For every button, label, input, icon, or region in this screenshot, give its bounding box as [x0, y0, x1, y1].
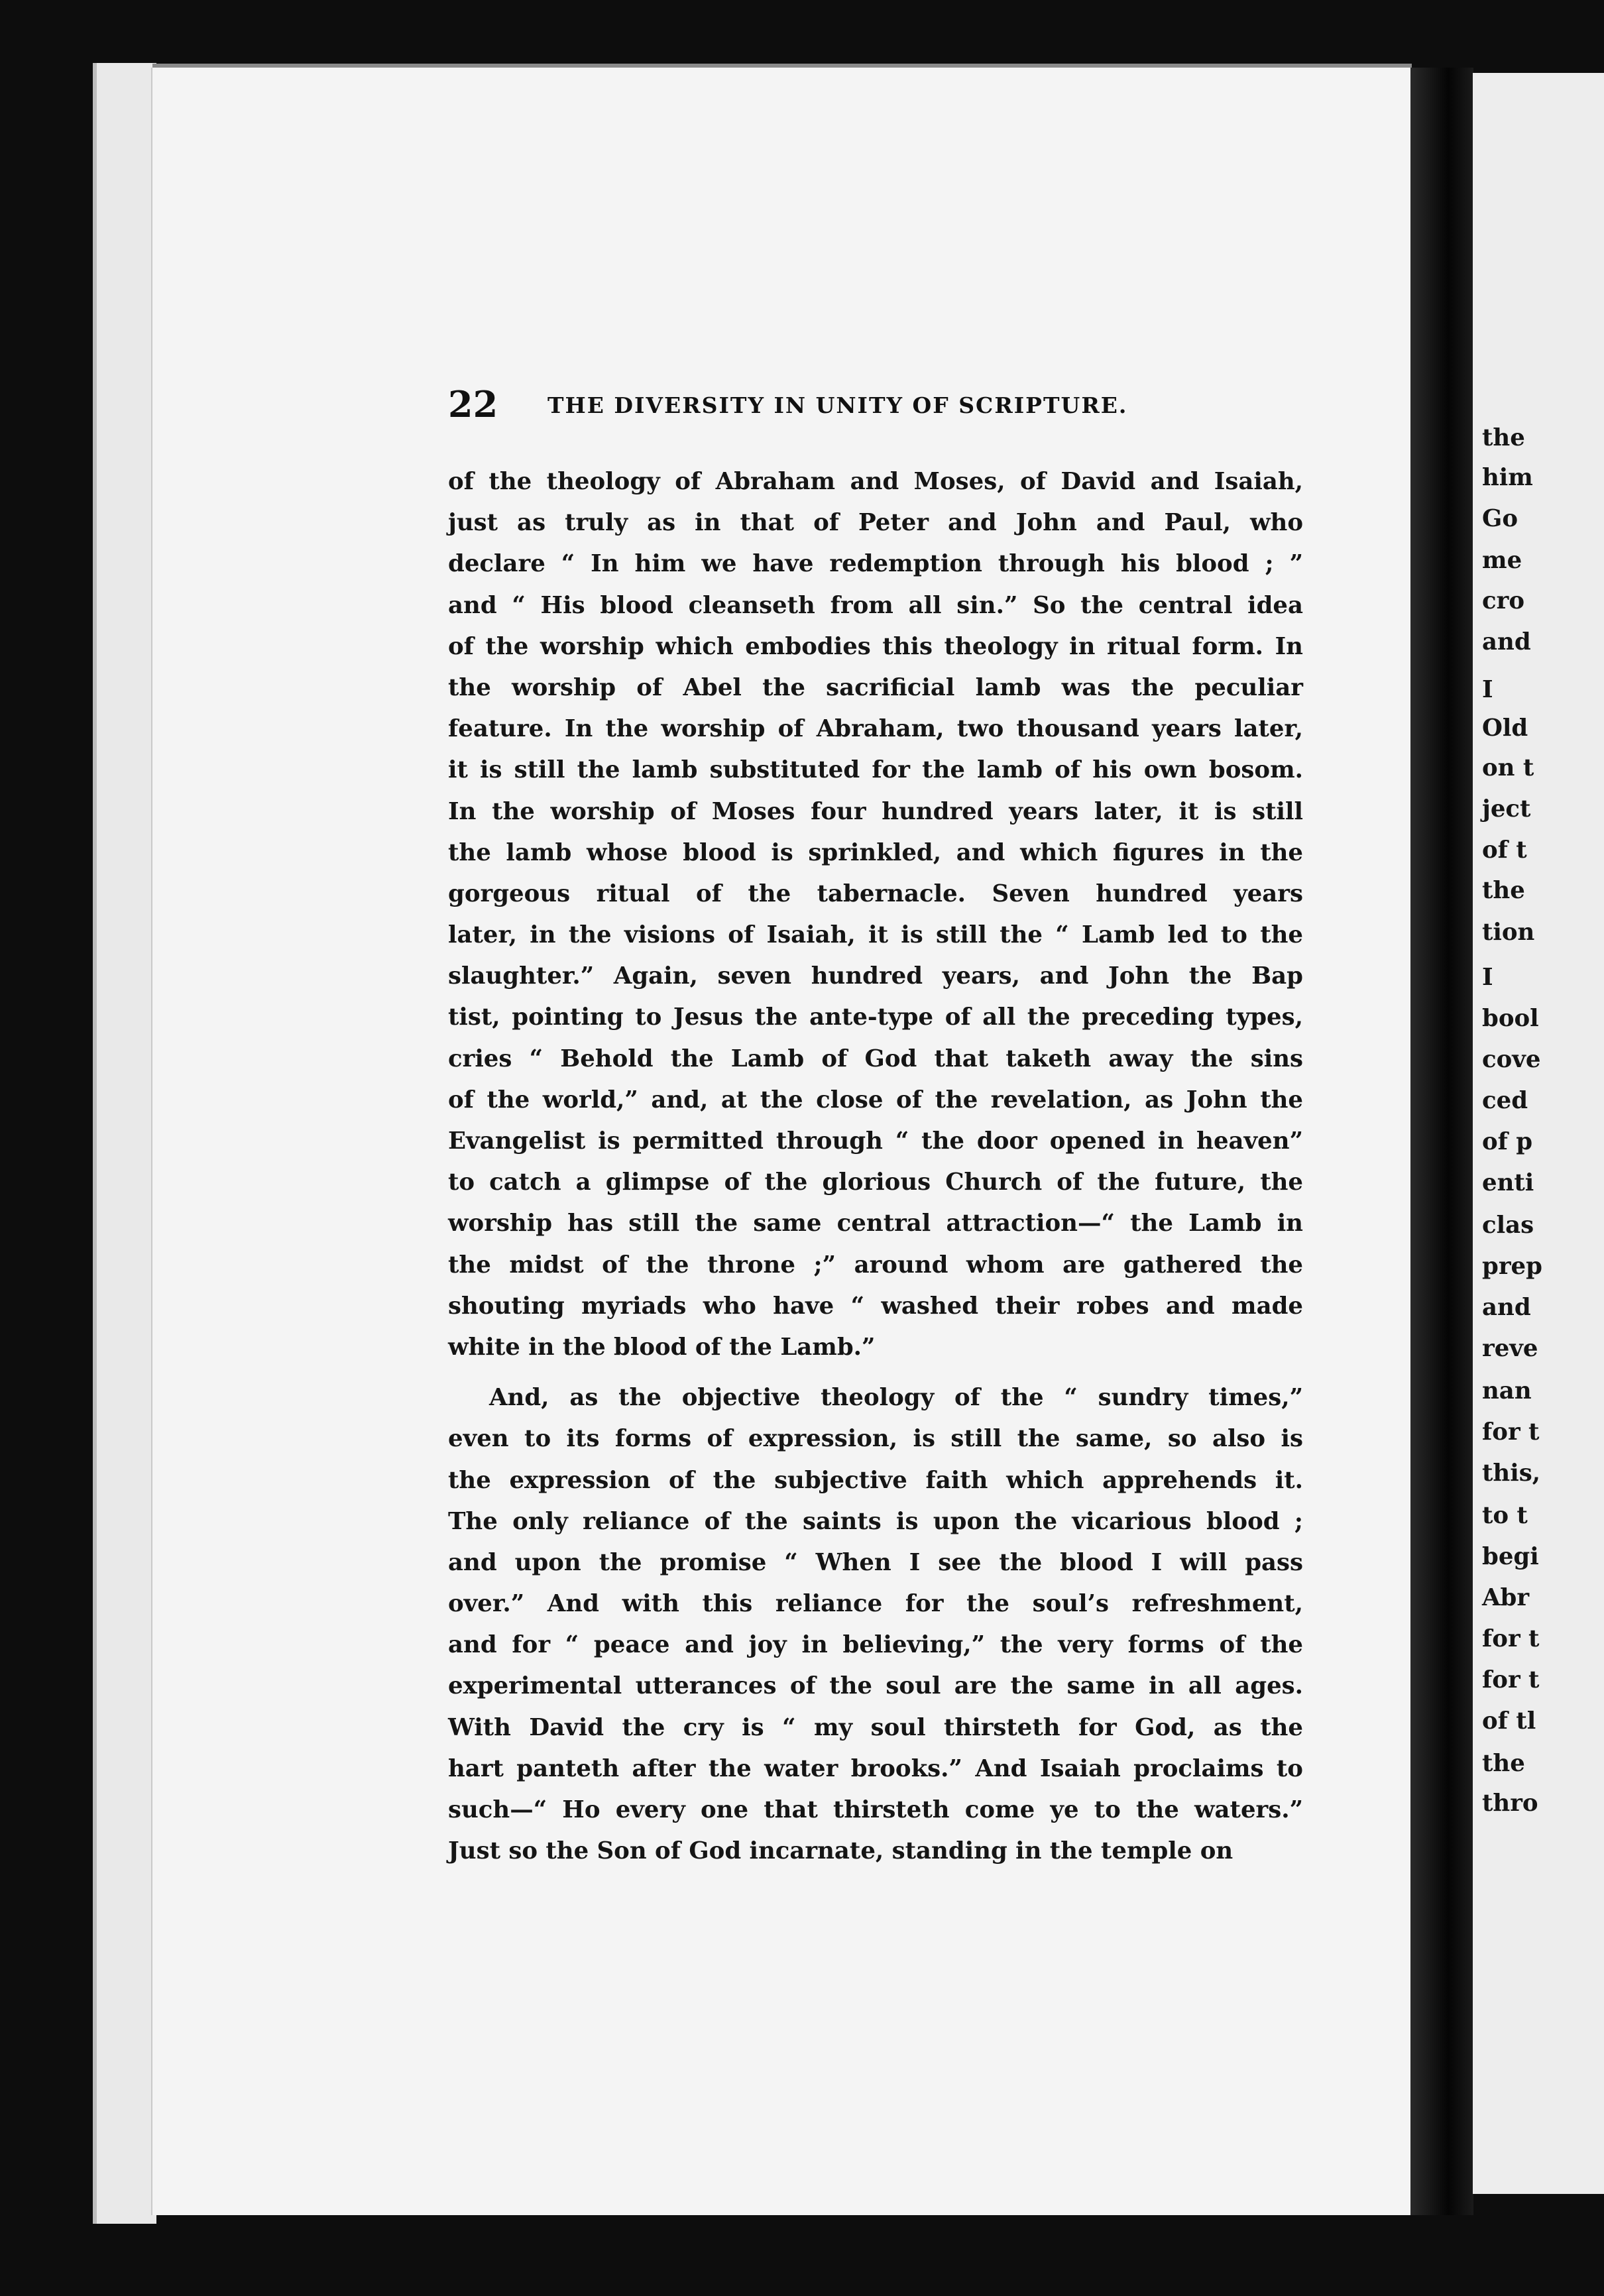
facing-page-fragment: this, [1482, 1460, 1541, 1487]
text-line: worship has still the same central attraction—“ the Lamb in [448, 1210, 1303, 1237]
film-edge [93, 63, 156, 2224]
facing-page-fragment: him [1482, 464, 1533, 491]
text-line: white in the blood of the Lamb.” [448, 1333, 876, 1361]
text-line: and “ His blood cleanseth from all sin.” So the central idea [448, 591, 1303, 619]
facing-page-fragment: of p [1482, 1128, 1533, 1155]
facing-page-fragment: begi [1482, 1543, 1539, 1570]
text-line: The only reliance of the saints is upon the vicarious blood ; [448, 1507, 1303, 1535]
text-line: shouting myriads who have “ washed their robes and made [448, 1292, 1303, 1320]
text-line: Just so the Son of God incarnate, standing in the temple on [448, 1837, 1233, 1865]
page-number: 22 [448, 383, 498, 426]
text-line: and upon the promise “ When I see the blood I will pass [448, 1548, 1303, 1576]
facing-page-fragment: me [1482, 547, 1522, 574]
facing-page-fragment: for t [1482, 1418, 1540, 1446]
text-line: just as truly as in that of Peter and John and Paul, who [448, 509, 1303, 537]
text-line: and for “ peace and joy in believing,” the very forms of the [448, 1631, 1303, 1659]
text-line: declare “ In him we have redemption through his blood ; ” [448, 550, 1303, 578]
text-line: over.” And with this reliance for the soul’s refreshment, [448, 1590, 1303, 1618]
text-line: gorgeous ritual of the tabernacle. Seven hundred years [448, 880, 1303, 907]
page-header [448, 383, 1310, 436]
text-line: the expression of the subjective faith which apprehends it. [448, 1466, 1303, 1494]
text-line: And, as the objective theology of the “ sundry times,” [489, 1384, 1303, 1412]
text-line: later, in the visions of Isaiah, it is still the “ Lamb led to the [448, 921, 1303, 949]
facing-page-fragment: clas [1482, 1212, 1534, 1239]
facing-page-fragment: and [1482, 1294, 1531, 1321]
body-text [448, 461, 1303, 1872]
facing-page [1473, 73, 1604, 2194]
facing-page-fragment: nan [1482, 1377, 1532, 1405]
facing-page-fragment: bool [1482, 1005, 1539, 1032]
facing-page-fragment: tion [1482, 919, 1535, 946]
text-line: the midst of the throne ;” around whom are gathered the [448, 1251, 1303, 1279]
text-line: of the worship which embodies this theology in ritual form. In [448, 632, 1303, 660]
text-line: tist, pointing to Jesus the ante-type of all the preceding types, [448, 1004, 1303, 1031]
facing-page-fragment: of t [1482, 836, 1527, 864]
facing-page-fragment: cro [1482, 587, 1524, 614]
facing-page-fragment: ced [1482, 1087, 1528, 1114]
facing-page-fragment: to t [1482, 1502, 1528, 1529]
facing-page-fragment: ject [1482, 795, 1531, 823]
facing-page-fragment: and [1482, 628, 1531, 656]
text-line: the worship of Abel the sacrificial lamb was the peculiar [448, 673, 1303, 701]
text-line: feature. In the worship of Abraham, two thousand years later, [448, 715, 1303, 743]
facing-page-fragment: the [1482, 424, 1525, 451]
text-line: even to its forms of expression, is still the same, so also is [448, 1425, 1303, 1453]
facing-page-fragment: prep [1482, 1253, 1542, 1280]
facing-page-fragment: on t [1482, 754, 1534, 781]
text-line: of the theology of Abraham and Moses, of David and Isaiah, [448, 468, 1303, 495]
facing-page-fragment: Abr [1482, 1584, 1530, 1611]
text-line: it is still the lamb substituted for the lamb of his own bosom. [448, 756, 1303, 784]
facing-page-fragment: reve [1482, 1335, 1538, 1362]
text-line: such—“ Ho every one that thirsteth come ye to the waters.” [448, 1796, 1303, 1823]
running-head: THE DIVERSITY IN UNITY OF SCRIPTURE. [547, 392, 1128, 418]
facing-page-fragment: I [1482, 676, 1493, 703]
facing-page-fragment: the [1482, 1750, 1525, 1777]
text-line: hart panteth after the water brooks.” And Isaiah proclaims to [448, 1754, 1303, 1782]
paragraph-gap [448, 1368, 1303, 1377]
facing-page-fragment: Old [1482, 715, 1528, 742]
text-line: of the world,” and, at the close of the revelation, as John the [448, 1086, 1303, 1114]
text-line: cries “ Behold the Lamb of God that taketh away the sins [448, 1045, 1303, 1072]
text-line: experimental utterances of the soul are the same in all ages. [448, 1672, 1303, 1700]
text-line: Evangelist is permitted through “ the door opened in heaven” [448, 1127, 1303, 1155]
facing-page-fragment: for t [1482, 1625, 1540, 1652]
text-line: In the worship of Moses four hundred years later, it is still [448, 797, 1303, 825]
text-line: slaughter.” Again, seven hundred years, and John the Bap [448, 962, 1303, 990]
facing-page-fragment: the [1482, 877, 1525, 904]
facing-page-fragment: enti [1482, 1169, 1534, 1196]
text-line: the lamb whose blood is sprinkled, and which figures in the [448, 838, 1303, 866]
text-line: With David the cry is “ my soul thirsteth for God, as the [448, 1713, 1303, 1741]
facing-page-fragment: of tl [1482, 1707, 1536, 1735]
facing-page-fragment: I [1482, 964, 1493, 991]
facing-page-fragment: Go [1482, 505, 1518, 532]
text-line: to catch a glimpse of the glorious Church of the future, the [448, 1169, 1303, 1196]
facing-page-fragment: for t [1482, 1666, 1540, 1693]
facing-page-fragment: cove [1482, 1046, 1541, 1073]
book-gutter [1410, 68, 1473, 2215]
facing-page-fragment: thro [1482, 1790, 1538, 1817]
